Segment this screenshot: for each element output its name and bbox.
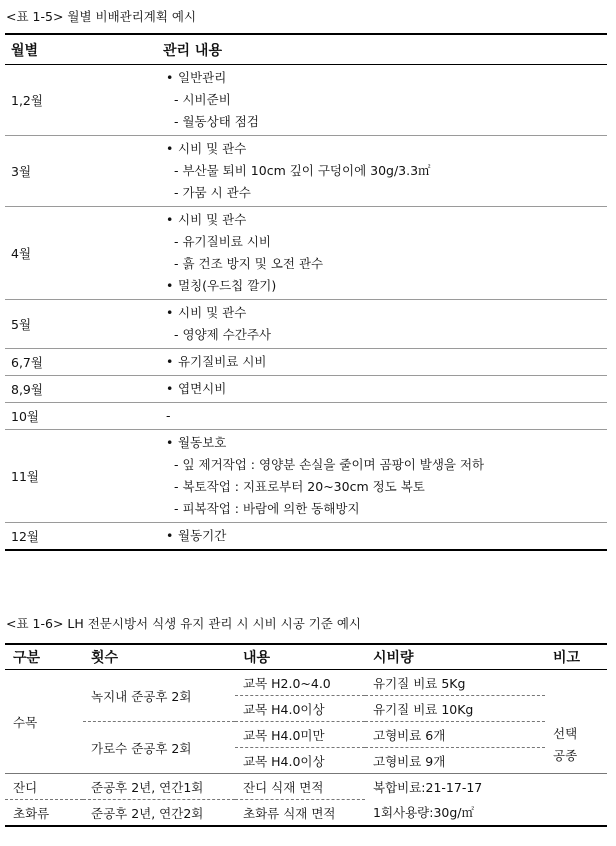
category-flower: 초화류 <box>5 800 83 827</box>
note-empty <box>545 774 607 800</box>
month-cell: 11월 <box>11 469 39 484</box>
content-cell: 교목 H2.0~4.0 <box>235 670 365 696</box>
content-cell <box>162 403 607 430</box>
header-category: 구분 <box>13 650 41 666</box>
amount-cell: 유기질 비료 10Kg <box>365 696 545 722</box>
table-row <box>5 300 607 349</box>
bullet-item: • 월동기간 <box>166 525 607 547</box>
table-row <box>5 136 607 207</box>
amount-cell: 고형비료 6개 <box>365 722 545 748</box>
month-cell: 6,7월 <box>11 355 43 370</box>
sub-item: - 시비준비 <box>174 92 231 107</box>
content-flower: 초화류 식재 면적 <box>235 800 365 827</box>
table-row <box>5 376 607 403</box>
month-cell: 8,9월 <box>11 382 43 397</box>
content-cell <box>162 376 607 403</box>
table-row <box>5 800 607 827</box>
bullet-item: • 멀칭(우드칩 깔기) <box>166 275 607 297</box>
table-row <box>5 722 607 748</box>
table-row <box>5 774 607 800</box>
note-empty <box>545 800 607 827</box>
frequency-flower: 준공후 2년, 연간2회 <box>83 800 235 827</box>
table1-caption: <표 1-5> 월별 비배관리계획 예시 <box>6 9 197 24</box>
monthly-fertilization-table <box>5 33 607 551</box>
header-note: 비고 <box>553 650 581 666</box>
content-cell <box>162 523 607 551</box>
sub-item: - 영양제 수간주사 <box>174 327 271 342</box>
category-tree: 수목 <box>5 670 83 774</box>
note-cell <box>545 670 607 774</box>
header-content: 관리 내용 <box>162 34 607 65</box>
table1-header-row <box>5 34 607 65</box>
bullet-item: • 시비 및 관수 <box>166 209 607 231</box>
sub-item: - 피복작업 : 바람에 의한 동해방지 <box>174 501 360 516</box>
month-cell: 10월 <box>11 409 39 424</box>
header-frequency: 횟수 <box>91 650 119 666</box>
table-row <box>5 65 607 136</box>
content-cell <box>162 136 607 207</box>
content-cell <box>162 300 607 349</box>
table-row <box>5 430 607 523</box>
bullet-item: • 시비 및 관수 <box>166 138 607 160</box>
sub-item: - 잎 제거작업 : 영양분 손실을 줄이며 곰팡이 발생을 저하 <box>174 457 485 472</box>
sub-item: - 부산물 퇴비 10cm 깊이 구덩이에 30g/3.3㎡ <box>174 163 431 178</box>
content-cell: 교목 H4.0이상 <box>235 696 365 722</box>
amount-cell: 고형비료 9개 <box>365 748 545 774</box>
sub-item: - <box>166 408 171 423</box>
header-amount: 시비량 <box>373 650 414 666</box>
amount-cell: 유기질 비료 5Kg <box>365 670 545 696</box>
content-cell: 교목 H4.0미만 <box>235 722 365 748</box>
sub-item: - 가뭄 시 관수 <box>174 185 251 200</box>
sub-item: - 월동상태 점검 <box>174 114 259 129</box>
table2-caption: <표 1-6> LH 전문시방서 식생 유지 관리 시 시비 시공 기준 예시 <box>6 616 362 631</box>
note-line-1: 선택 <box>553 726 578 741</box>
bullet-item: • 월동보호 <box>166 432 607 454</box>
month-cell: 12월 <box>11 529 39 544</box>
content-cell <box>162 430 607 523</box>
content-cell <box>162 207 607 300</box>
table-row <box>5 670 607 696</box>
bullet-item: • 시비 및 관수 <box>166 302 607 324</box>
header-month: 월별 <box>5 34 162 65</box>
month-cell: 3월 <box>11 164 32 179</box>
bullet-item: • 일반관리 <box>166 67 607 89</box>
header-content: 내용 <box>243 650 271 666</box>
amount-compound-1: 복합비료:21-17-17 <box>373 779 483 795</box>
table-row <box>5 207 607 300</box>
frequency-grass: 준공후 2년, 연간1회 <box>83 774 235 800</box>
content-cell <box>162 65 607 136</box>
frequency-street: 가로수 준공후 2회 <box>83 722 235 774</box>
table1-body <box>5 65 607 551</box>
content-grass: 잔디 식재 면적 <box>235 774 365 800</box>
note-line-2: 공종 <box>553 748 578 763</box>
table-row <box>5 523 607 551</box>
bullet-item: • 유기질비료 시비 <box>166 351 607 373</box>
sub-item: - 유기질비료 시비 <box>174 234 271 249</box>
amount-compound-2: 1회사용량:30g/㎡ <box>365 800 545 827</box>
table2-header-row <box>5 644 607 670</box>
bullet-item: • 엽면시비 <box>166 378 607 400</box>
content-cell: 교목 H4.0이상 <box>235 748 365 774</box>
category-grass: 잔디 <box>5 774 83 800</box>
content-cell <box>162 349 607 376</box>
table-row <box>5 403 607 430</box>
fertilizer-standard-table <box>5 643 607 827</box>
month-cell: 5월 <box>11 317 32 332</box>
month-cell: 1,2월 <box>11 93 43 108</box>
month-cell: 4월 <box>11 246 32 261</box>
sub-item: - 흙 건조 방지 및 오전 관수 <box>174 256 324 271</box>
sub-item: - 복토작업 : 지표로부터 20~30cm 정도 복토 <box>174 479 425 494</box>
frequency-green: 녹지내 준공후 2회 <box>83 670 235 722</box>
table-row <box>5 349 607 376</box>
